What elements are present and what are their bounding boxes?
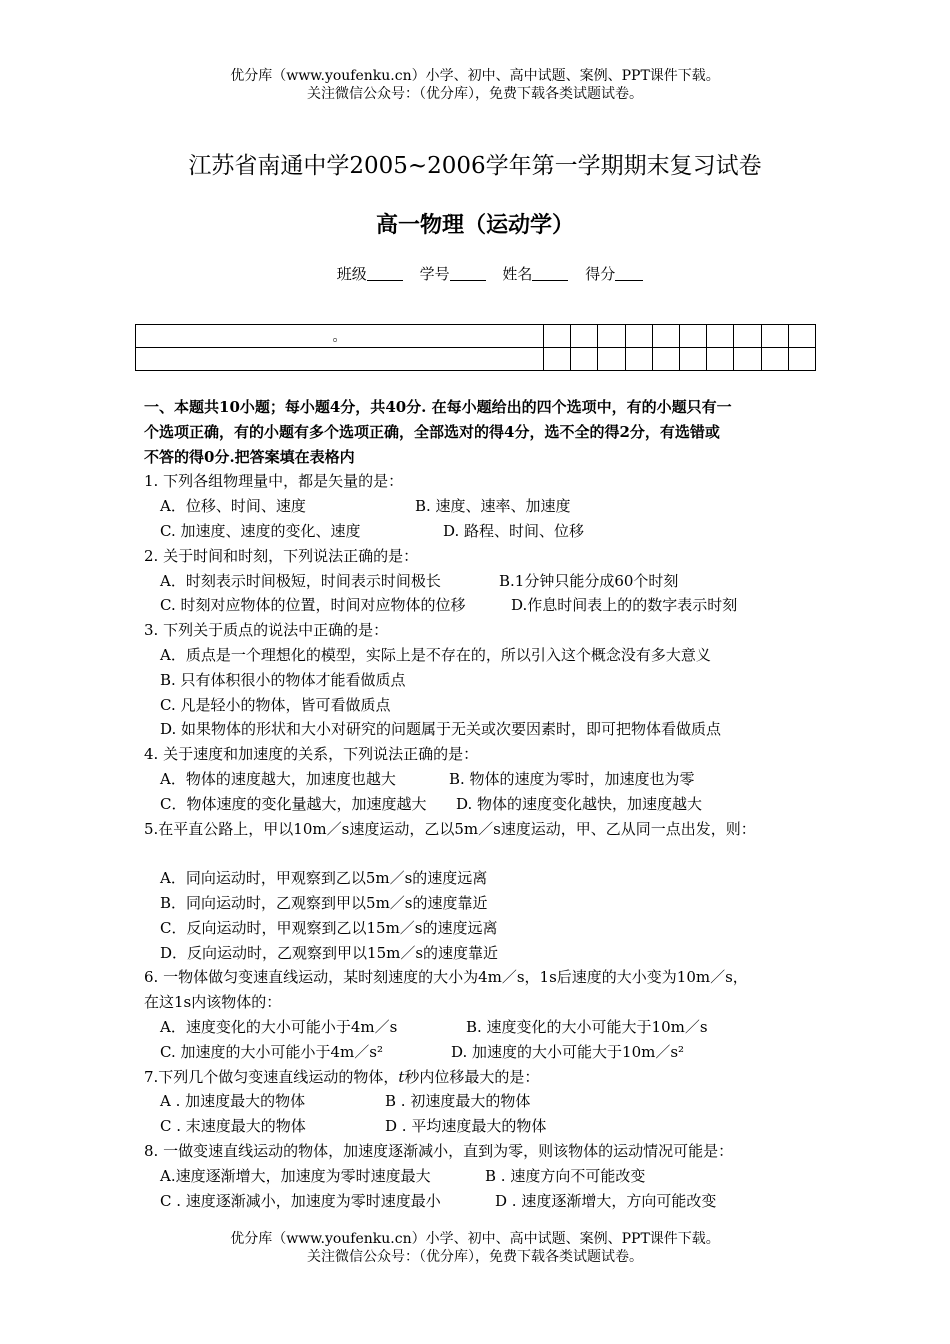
option-a: A．速度变化的大小可能小于4m／s <box>160 1017 398 1036</box>
answer-cell[interactable] <box>707 325 734 348</box>
answer-cell[interactable] <box>734 325 761 348</box>
exam-subtitle: 高一物理（运动学） <box>375 212 574 238</box>
question-stem: 2. 关于时间和时刻，下列说法正确的是： <box>144 546 419 565</box>
section-1-line-3: 不答的得0分.把答案填在表格内 <box>144 447 355 466</box>
option-c: C . 末速度最大的物体 <box>160 1117 306 1136</box>
answer-cell[interactable] <box>625 348 652 371</box>
option-b: B . 初速度最大的物体 <box>385 1092 531 1111</box>
answer-cell[interactable] <box>544 348 571 371</box>
answer-cell[interactable] <box>571 348 598 371</box>
answer-cell[interactable] <box>571 325 598 348</box>
option-b: B . 速度方向不可能改变 <box>485 1166 646 1185</box>
answer-cell[interactable]: 。 <box>136 325 544 348</box>
option-a: A．质点是一个理想化的模型，实际上是不存在的，所以引入这个概念没有多大意义 <box>160 645 711 664</box>
question-6 <box>144 965 824 1064</box>
answer-cell[interactable] <box>679 348 706 371</box>
option-d: D. 如果物体的形状和大小对研究的问题属于无关或次要因素时，即可把物体看做质点 <box>160 720 722 739</box>
question-2 <box>144 544 824 618</box>
time-variable: t <box>398 1067 405 1086</box>
answer-cell[interactable] <box>761 325 788 348</box>
option-d: D. 路程、时间、位移 <box>443 521 585 540</box>
question-1 <box>144 469 824 543</box>
answer-cell[interactable] <box>136 348 544 371</box>
answer-cell[interactable] <box>652 348 679 371</box>
question-8 <box>144 1139 824 1213</box>
section-1-line-2: 个选项正确，有的小题有多个选项正确，全部选对的得4分，选不全的得2分，有选错或 <box>144 422 720 441</box>
question-stem-continued: 在这1s内该物体的： <box>144 993 282 1012</box>
page-footer <box>0 1230 950 1266</box>
student-info-line <box>0 263 950 284</box>
question-stem: 8. 一做变速直线运动的物体，加速度逐渐减小，直到为零，则该物体的运动情况可能是： <box>144 1141 734 1160</box>
question-4 <box>144 742 824 816</box>
section-1-instructions <box>144 395 824 469</box>
section-1-line-1: 一、本题共10小题；每小题4分，共40分. 在每小题给出的四个选项中，有的小题只有一 <box>144 398 732 416</box>
option-b: B.1分钟只能分成60个时刻 <box>499 571 679 590</box>
option-d: D．反向运动时，乙观察到甲以15m／s的速度靠近 <box>160 943 499 962</box>
answer-cell[interactable] <box>598 348 625 371</box>
option-b: B．同向运动时，乙观察到甲以5m／s的速度靠近 <box>160 893 488 912</box>
option-d: D . 平均速度最大的物体 <box>385 1117 547 1136</box>
page-header <box>0 67 950 103</box>
spacer <box>144 841 824 866</box>
option-c: C. 加速度的大小可能小于4m／s² <box>160 1042 383 1061</box>
header-line-1: 优分库（www.youfenku.cn）小学、初中、高中试题、案例、PPT课件下载。 <box>230 68 720 84</box>
name-blank[interactable] <box>532 266 568 281</box>
student-id-blank[interactable] <box>450 266 486 281</box>
option-d: D . 速度逐渐增大，方向可能改变 <box>495 1191 717 1210</box>
student-id-label: 学号 <box>419 265 450 283</box>
option-b: B. 物体的速度为零时，加速度也为零 <box>449 769 695 788</box>
answer-cell[interactable] <box>598 325 625 348</box>
header-line-2: 关注微信公众号：（优分库），免费下载各类试题试卷。 <box>307 86 643 102</box>
exam-content <box>144 395 824 1213</box>
option-b: B. 速度变化的大小可能大于10m／s <box>466 1017 708 1036</box>
option-d: D.作息时间表上的的数字表示时刻 <box>511 596 738 615</box>
question-stem: 7.下列几个做匀变速直线运动的物体，t秒内位移最大的是： <box>144 1067 540 1086</box>
answer-cell[interactable] <box>761 348 788 371</box>
option-a: A．物体的速度越大，加速度也越大 <box>160 769 396 788</box>
question-5 <box>144 817 824 966</box>
option-a: A . 加速度最大的物体 <box>160 1092 306 1111</box>
question-3 <box>144 618 824 742</box>
class-label: 班级 <box>336 265 367 283</box>
footer-line-1: 优分库（www.youfenku.cn）小学、初中、高中试题、案例、PPT课件下载。 <box>230 1231 720 1247</box>
answer-table-row <box>136 348 816 371</box>
answer-table <box>135 324 816 371</box>
option-a: A．位移、时间、速度 <box>160 497 306 516</box>
option-a: A．同向运动时，甲观察到乙以5m／s的速度远离 <box>160 869 488 888</box>
question-stem: 5.在平直公路上，甲以10m／s速度运动，乙以5m／s速度运动，甲、乙从同一点出发，则： <box>144 819 756 838</box>
option-b: B. 速度、速率、加速度 <box>415 497 571 516</box>
answer-cell[interactable] <box>679 325 706 348</box>
option-a: A.速度逐渐增大，加速度为零时速度最大 <box>160 1166 431 1185</box>
footer-line-2: 关注微信公众号：（优分库），免费下载各类试题试卷。 <box>307 1249 643 1265</box>
question-7 <box>144 1065 824 1139</box>
answer-cell[interactable] <box>625 325 652 348</box>
exam-title: 江苏省南通中学2005~2006学年第一学期期末复习试卷 <box>188 153 762 179</box>
option-c: C. 加速度、速度的变化、速度 <box>160 521 361 540</box>
answer-cell[interactable] <box>788 325 815 348</box>
class-blank[interactable] <box>367 266 403 281</box>
answer-cell[interactable] <box>707 348 734 371</box>
option-a: A．时刻表示时间极短，时间表示时间极长 <box>160 571 441 590</box>
option-c: C．物体速度的变化量越大，加速度越大 <box>160 794 427 813</box>
option-b: B. 只有体积很小的物体才能看做质点 <box>160 670 406 689</box>
score-label: 得分 <box>585 265 616 283</box>
option-c: C．反向运动时，甲观察到乙以15m／s的速度远离 <box>160 918 498 937</box>
answer-table-row <box>136 325 816 348</box>
question-stem: 3. 下列关于质点的说法中正确的是： <box>144 621 389 640</box>
question-stem: 6. 一物体做匀变速直线运动，某时刻速度的大小为4m／s，1s后速度的大小变为10m／s， <box>144 968 748 987</box>
answer-cell[interactable] <box>734 348 761 371</box>
answer-cell[interactable] <box>544 325 571 348</box>
question-stem: 4. 关于速度和加速度的关系，下列说法正确的是： <box>144 745 479 764</box>
option-d: D. 物体的速度变化越快，加速度越大 <box>456 794 703 813</box>
question-stem: 1. 下列各组物理量中，都是矢量的是： <box>144 472 404 491</box>
score-blank[interactable] <box>615 266 643 281</box>
answer-cell[interactable] <box>652 325 679 348</box>
answer-cell[interactable] <box>788 348 815 371</box>
option-c: C. 时刻对应物体的位置，时间对应物体的位移 <box>160 596 466 615</box>
option-d: D. 加速度的大小可能大于10m／s² <box>451 1042 685 1061</box>
option-c: C . 速度逐渐减小，加速度为零时速度最小 <box>160 1191 441 1210</box>
option-c: C. 凡是轻小的物体，皆可看做质点 <box>160 695 391 714</box>
name-label: 姓名 <box>502 265 533 283</box>
